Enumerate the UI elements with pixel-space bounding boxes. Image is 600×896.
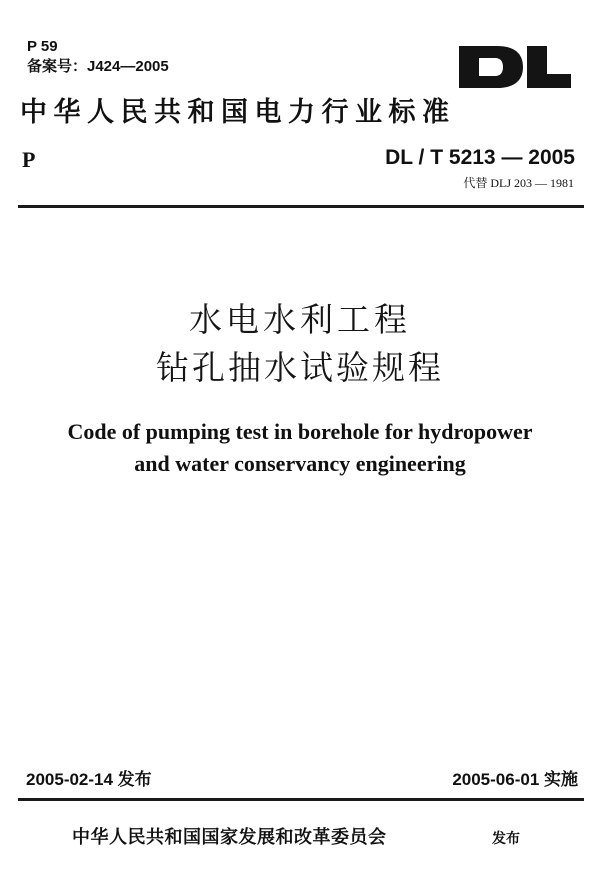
record-number: 备案号：J424—2005: [27, 58, 169, 75]
title-en-line-2: and water conservancy engineering: [134, 451, 466, 476]
classification-code: P 59: [27, 38, 58, 55]
effective-date: 2005-06-01 实施: [452, 770, 578, 789]
dl-logo-letter-l: [527, 46, 571, 88]
title-cn-line-1: 水电水利工程: [189, 300, 411, 339]
title-cn-line-2: 钻孔抽水试验规程: [156, 348, 444, 387]
standard-number: DL / T 5213 — 2005: [385, 146, 575, 169]
issue-date: 2005-02-14 发布: [26, 770, 152, 789]
footer-divider: [18, 798, 584, 801]
industry-standard-heading: 中华人民共和国电力行业标准: [20, 97, 456, 128]
category-letter: P: [22, 147, 36, 172]
publisher-action: 发布: [492, 831, 520, 847]
dl-logo: [457, 46, 573, 88]
publisher-name: 中华人民共和国国家发展和改革委员会: [72, 827, 387, 848]
dl-logo-letter-d: [459, 46, 523, 88]
header-divider: [18, 205, 584, 208]
replaces-note: 代替 DLJ 203 — 1981: [463, 176, 574, 190]
title-en-line-1: Code of pumping test in borehole for hydropower: [67, 419, 533, 444]
